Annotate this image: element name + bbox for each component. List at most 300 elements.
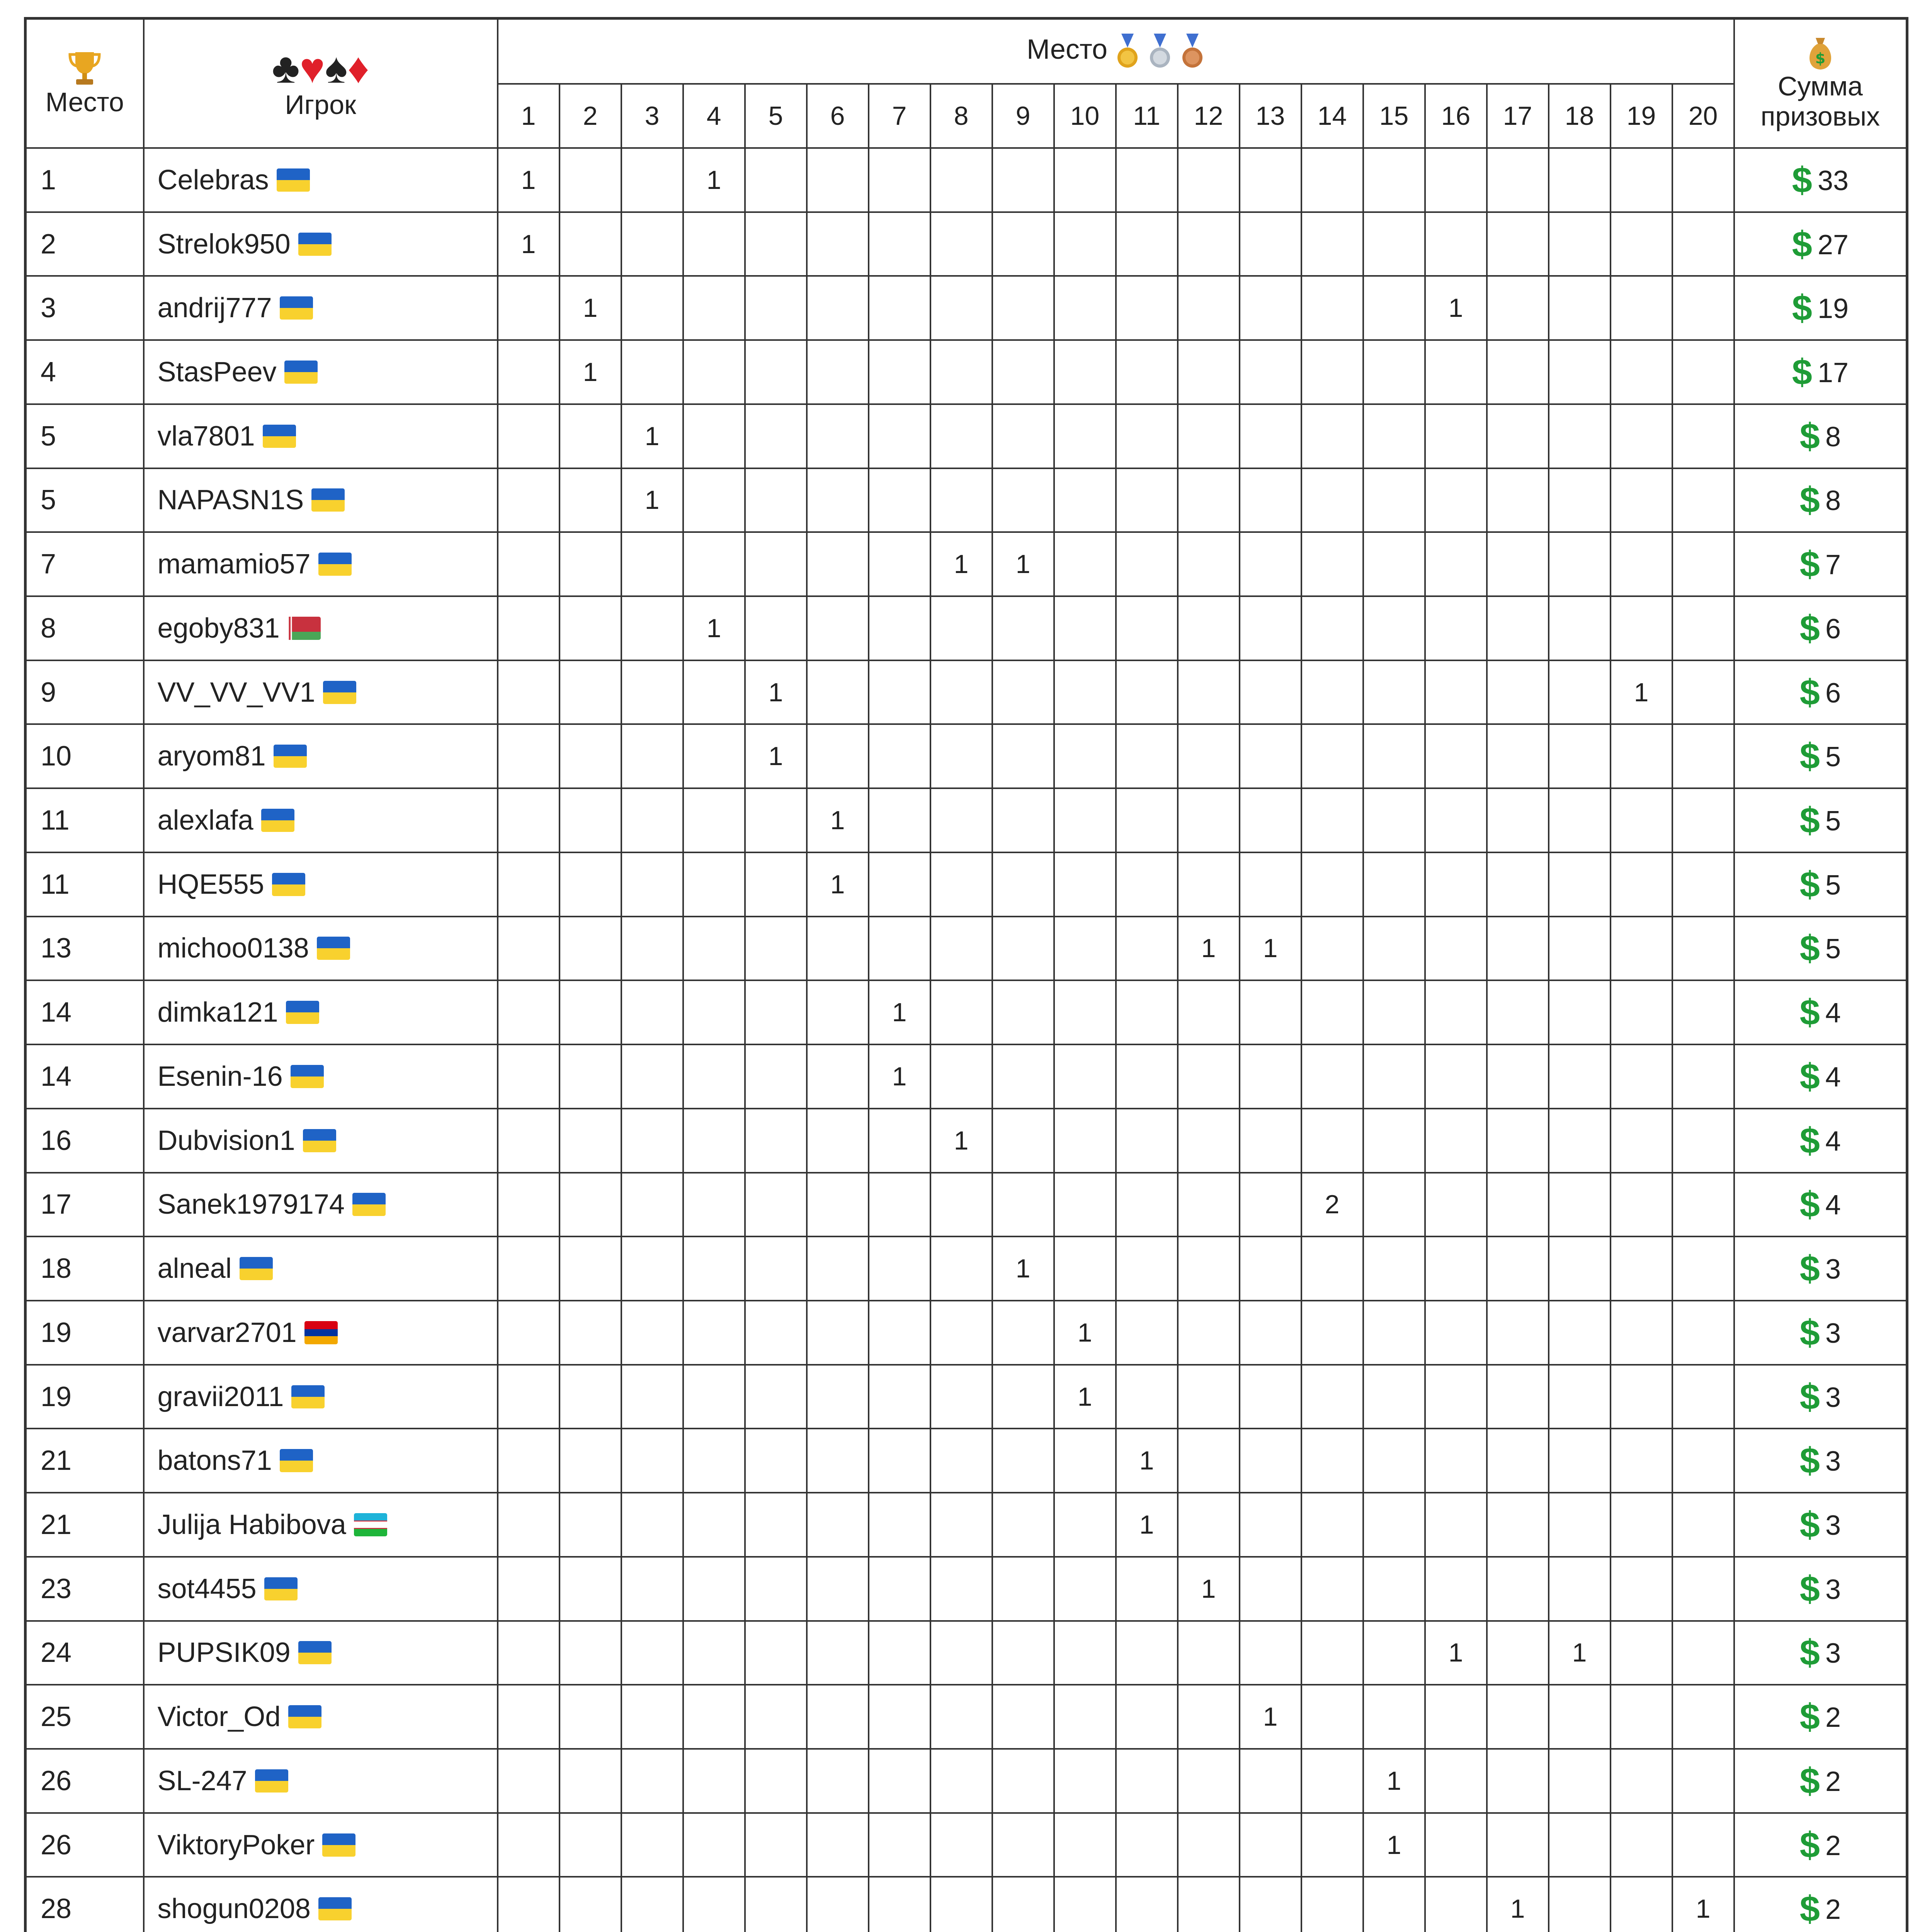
place-count-cell: [1611, 1365, 1672, 1429]
place-count-cell: [1301, 404, 1363, 468]
prize-amount: 8: [1825, 421, 1841, 452]
place-count-cell: [1178, 1685, 1240, 1749]
place-count-cell: [1611, 1301, 1672, 1365]
place-count-cell: [1425, 1173, 1487, 1237]
place-count-cell: [621, 852, 683, 917]
place-count-cell: [1425, 1749, 1487, 1813]
prize-amount: 2: [1825, 1702, 1841, 1733]
player-cell: [144, 1557, 498, 1621]
flag-ua-icon: [280, 1449, 313, 1472]
table-body: [26, 148, 1907, 1932]
place-count-cell: [930, 1429, 992, 1493]
table-row: [26, 1365, 1907, 1429]
place-count-cell: [621, 724, 683, 788]
place-count-cell: 1: [683, 596, 745, 660]
prize-amount: 6: [1825, 613, 1841, 645]
place-count-cell: [1178, 1236, 1240, 1301]
player-cell: [144, 660, 498, 724]
place-count-cell: [1054, 788, 1116, 852]
place-count-cell: [992, 212, 1054, 276]
place-count-cell: [1425, 340, 1487, 404]
place-count-cell: [1301, 980, 1363, 1044]
table-row: [26, 148, 1907, 212]
place-count-cell: [1363, 980, 1425, 1044]
dollar-icon: $: [1799, 1248, 1820, 1289]
place-count-cell: [869, 212, 930, 276]
place-count-cell: 1: [1363, 1813, 1425, 1877]
header-prize-label-line1: Сумма: [1777, 71, 1863, 101]
place-count-cell: [807, 1685, 869, 1749]
place-count-cell: [1549, 1493, 1611, 1557]
place-count-cell: [1240, 532, 1301, 596]
flag-uz-icon: [354, 1513, 387, 1536]
place-count-cell: [1178, 1044, 1240, 1109]
place-count-cell: [1425, 724, 1487, 788]
table-row: [26, 1044, 1907, 1109]
place-count-cell: [560, 532, 621, 596]
prize-cell: [1734, 917, 1907, 981]
place-count-cell: [1363, 1236, 1425, 1301]
place-count-cell: [683, 1365, 745, 1429]
place-count-cell: [621, 1429, 683, 1493]
dollar-icon: $: [1799, 1568, 1820, 1609]
place-count-cell: [621, 276, 683, 340]
place-count-cell: [807, 917, 869, 981]
rank-cell: 19: [26, 1365, 144, 1429]
place-count-cell: [1611, 1877, 1672, 1932]
prize-amount: 5: [1825, 742, 1841, 773]
rank-cell: 8: [26, 596, 144, 660]
place-count-cell: [1178, 404, 1240, 468]
place-count-cell: [745, 1236, 807, 1301]
place-count-cell: [560, 852, 621, 917]
dollar-icon: $: [1799, 1184, 1820, 1225]
place-count-cell: [683, 532, 745, 596]
place-count-cell: [1672, 724, 1734, 788]
place-count-cell: [1672, 212, 1734, 276]
flag-ua-icon: [323, 681, 356, 704]
place-count-cell: [1301, 1813, 1363, 1877]
rank-cell: 19: [26, 1301, 144, 1365]
place-count-cell: [1611, 917, 1672, 981]
player-cell: [144, 1173, 498, 1237]
place-count-cell: [1301, 1365, 1363, 1429]
place-count-cell: [621, 1301, 683, 1365]
place-count-cell: [1240, 980, 1301, 1044]
place-count-cell: [1116, 1685, 1178, 1749]
place-count-cell: [1363, 1685, 1425, 1749]
place-count-cell: [498, 340, 560, 404]
place-count-cell: [1363, 1044, 1425, 1109]
place-count-cell: [807, 1877, 869, 1932]
place-count-cell: [498, 852, 560, 917]
place-count-cell: [1054, 340, 1116, 404]
header-place-column-17: 17: [1487, 84, 1549, 148]
flag-ua-icon: [318, 553, 352, 576]
place-count-cell: [869, 788, 930, 852]
table-row: [26, 1877, 1907, 1932]
place-count-cell: [1178, 1621, 1240, 1685]
dollar-icon: $: [1799, 1504, 1820, 1545]
place-count-cell: [683, 1749, 745, 1813]
place-count-cell: [1672, 660, 1734, 724]
prize-cell: [1734, 212, 1907, 276]
prize-amount: 5: [1825, 869, 1841, 901]
rank-cell: 7: [26, 532, 144, 596]
prize-cell: [1734, 1044, 1907, 1109]
place-count-cell: [1672, 404, 1734, 468]
dollar-icon: $: [1799, 480, 1820, 520]
place-count-cell: [1363, 212, 1425, 276]
place-count-cell: [1301, 276, 1363, 340]
place-count-cell: [1672, 917, 1734, 981]
flag-ua-icon: [255, 1769, 288, 1793]
header-place-column-1: 1: [498, 84, 560, 148]
header-place-column-12: 12: [1178, 84, 1240, 148]
prize-amount: 19: [1817, 293, 1849, 325]
place-count-cell: [1054, 1749, 1116, 1813]
prize-amount: 2: [1825, 1830, 1841, 1861]
place-count-cell: [1178, 276, 1240, 340]
player-name: NAPASN1S: [157, 485, 304, 516]
place-count-cell: [1549, 596, 1611, 660]
place-count-cell: [683, 724, 745, 788]
place-count-cell: [1054, 212, 1116, 276]
place-count-cell: [1116, 340, 1178, 404]
header-places-group-label: Место: [1027, 34, 1108, 65]
place-count-cell: [1301, 532, 1363, 596]
header-place-column-3: 3: [621, 84, 683, 148]
place-count-cell: [498, 980, 560, 1044]
prize-amount: 3: [1825, 1638, 1841, 1669]
prize-cell: [1734, 340, 1907, 404]
place-count-cell: [621, 596, 683, 660]
place-count-cell: [1054, 980, 1116, 1044]
dollar-icon: $: [1799, 1120, 1820, 1161]
place-count-cell: [1178, 1429, 1240, 1493]
place-count-cell: [807, 1557, 869, 1621]
place-count-cell: [1611, 1813, 1672, 1877]
place-count-cell: [869, 917, 930, 981]
money-bag-icon: [1735, 36, 1906, 71]
player-cell: [144, 596, 498, 660]
place-count-cell: 1: [1425, 276, 1487, 340]
prize-amount: 27: [1817, 229, 1849, 260]
player-name: varvar2701: [157, 1317, 297, 1348]
place-count-cell: [930, 148, 992, 212]
prize-amount: 3: [1825, 1510, 1841, 1541]
place-count-cell: [1672, 1493, 1734, 1557]
dollar-icon: $: [1799, 1056, 1820, 1097]
place-count-cell: [1301, 340, 1363, 404]
rank-cell: 3: [26, 276, 144, 340]
prize-cell: [1734, 1493, 1907, 1557]
place-count-cell: [1178, 788, 1240, 852]
table-row: [26, 532, 1907, 596]
place-count-cell: [683, 276, 745, 340]
flag-ua-icon: [264, 1577, 298, 1600]
header-place-column-20: 20: [1672, 84, 1734, 148]
place-count-cell: [1672, 1813, 1734, 1877]
place-count-cell: [1611, 1749, 1672, 1813]
place-count-cell: [1549, 276, 1611, 340]
flag-am-icon: [304, 1321, 338, 1344]
dollar-icon: $: [1799, 1760, 1820, 1801]
place-count-cell: [621, 1236, 683, 1301]
place-count-cell: [498, 1301, 560, 1365]
place-count-cell: [1672, 1429, 1734, 1493]
place-count-cell: [683, 340, 745, 404]
prize-cell: [1734, 1877, 1907, 1932]
place-count-cell: [869, 276, 930, 340]
place-count-cell: [1549, 1044, 1611, 1109]
player-name: batons71: [157, 1445, 272, 1476]
table-row: [26, 917, 1907, 981]
place-count-cell: [1611, 340, 1672, 404]
prize-cell: [1734, 1236, 1907, 1301]
dollar-icon: $: [1799, 415, 1820, 456]
place-count-cell: [869, 1493, 930, 1557]
table-row: [26, 980, 1907, 1044]
place-count-cell: [621, 1557, 683, 1621]
place-count-cell: [1549, 340, 1611, 404]
table-row: [26, 660, 1907, 724]
place-count-cell: [683, 404, 745, 468]
place-count-cell: [869, 1557, 930, 1621]
place-count-cell: [1240, 1749, 1301, 1813]
place-count-cell: [1487, 468, 1549, 532]
place-count-cell: [683, 980, 745, 1044]
place-count-cell: [1611, 596, 1672, 660]
place-count-cell: [745, 1301, 807, 1365]
place-count-cell: [1054, 1557, 1116, 1621]
place-count-cell: [1549, 724, 1611, 788]
place-count-cell: [1240, 1493, 1301, 1557]
place-count-cell: 1: [498, 148, 560, 212]
dollar-icon: $: [1799, 672, 1820, 713]
place-count-cell: [1425, 852, 1487, 917]
place-count-cell: [1116, 1877, 1178, 1932]
place-count-cell: [1611, 468, 1672, 532]
place-count-cell: [1116, 468, 1178, 532]
prize-amount: 2: [1825, 1766, 1841, 1797]
place-count-cell: [1178, 468, 1240, 532]
place-count-cell: [930, 1365, 992, 1429]
place-count-cell: [1178, 1749, 1240, 1813]
place-count-cell: 1: [621, 468, 683, 532]
flag-ua-icon: [277, 168, 310, 192]
place-count-cell: [930, 1044, 992, 1109]
place-count-cell: [1116, 724, 1178, 788]
player-cell: [144, 1301, 498, 1365]
place-count-cell: [1363, 404, 1425, 468]
table-row: [26, 1236, 1907, 1301]
table-row: [26, 724, 1907, 788]
place-count-cell: 1: [930, 1109, 992, 1173]
place-count-cell: [992, 596, 1054, 660]
player-cell: [144, 1877, 498, 1932]
place-count-cell: 1: [745, 660, 807, 724]
player-cell: [144, 148, 498, 212]
place-count-cell: [683, 852, 745, 917]
place-count-cell: [1054, 1173, 1116, 1237]
table-row: [26, 852, 1907, 917]
prize-cell: [1734, 1621, 1907, 1685]
table-row: [26, 1749, 1907, 1813]
place-count-cell: [1054, 1429, 1116, 1493]
place-count-cell: [1487, 340, 1549, 404]
flag-ua-icon: [284, 361, 318, 384]
place-count-cell: [1240, 852, 1301, 917]
place-count-cell: [1301, 1749, 1363, 1813]
place-count-cell: [745, 1813, 807, 1877]
player-name: Esenin-16: [157, 1061, 283, 1092]
place-count-cell: [1301, 1301, 1363, 1365]
dollar-icon: $: [1799, 1312, 1820, 1353]
place-count-cell: [1301, 1429, 1363, 1493]
prize-cell: [1734, 276, 1907, 340]
place-count-cell: [1240, 276, 1301, 340]
place-count-cell: 1: [745, 724, 807, 788]
place-count-cell: [683, 1109, 745, 1173]
place-count-cell: [930, 1236, 992, 1301]
prize-amount: 3: [1825, 1574, 1841, 1605]
prize-cell: [1734, 596, 1907, 660]
player-cell: [144, 852, 498, 917]
prize-amount: 4: [1825, 1061, 1841, 1093]
prize-amount: 4: [1825, 1190, 1841, 1221]
flag-ua-icon: [311, 488, 345, 512]
place-count-cell: [683, 1301, 745, 1365]
place-count-cell: [930, 917, 992, 981]
place-count-cell: [1549, 1685, 1611, 1749]
diamond-icon: ♦: [347, 44, 369, 92]
place-count-cell: [1240, 1301, 1301, 1365]
place-count-cell: [992, 1877, 1054, 1932]
place-count-cell: [1054, 1621, 1116, 1685]
place-count-cell: [1240, 1365, 1301, 1429]
place-count-cell: [683, 1044, 745, 1109]
place-count-cell: [992, 1685, 1054, 1749]
place-count-cell: [1178, 724, 1240, 788]
header-place-column-4: 4: [683, 84, 745, 148]
place-count-cell: [807, 724, 869, 788]
place-count-cell: [1054, 468, 1116, 532]
place-count-cell: [560, 1365, 621, 1429]
place-count-cell: [807, 148, 869, 212]
table-row: [26, 596, 1907, 660]
prize-amount: 5: [1825, 934, 1841, 965]
place-count-cell: [992, 1493, 1054, 1557]
prize-cell: [1734, 660, 1907, 724]
place-count-cell: [807, 1621, 869, 1685]
place-count-cell: [498, 1044, 560, 1109]
prize-amount: 5: [1825, 806, 1841, 837]
rank-cell: 25: [26, 1685, 144, 1749]
place-count-cell: [1425, 1813, 1487, 1877]
header-place-column-6: 6: [807, 84, 869, 148]
place-count-cell: [1240, 660, 1301, 724]
place-count-cell: [745, 1493, 807, 1557]
place-count-cell: 1: [621, 404, 683, 468]
place-count-cell: [992, 660, 1054, 724]
place-count-cell: [683, 1813, 745, 1877]
place-count-cell: [621, 1493, 683, 1557]
place-count-cell: [1363, 1365, 1425, 1429]
prize-cell: [1734, 1301, 1907, 1365]
table-row: [26, 1493, 1907, 1557]
place-count-cell: 1: [1672, 1877, 1734, 1932]
rank-cell: 14: [26, 980, 144, 1044]
place-count-cell: [1240, 1173, 1301, 1237]
place-count-cell: [1301, 852, 1363, 917]
flag-by-icon: [287, 617, 321, 640]
place-count-cell: [560, 404, 621, 468]
bronze-medal-icon: [1180, 34, 1205, 65]
place-count-cell: [807, 1301, 869, 1365]
place-count-cell: [807, 212, 869, 276]
place-count-cell: [560, 1621, 621, 1685]
place-count-cell: [1487, 1236, 1549, 1301]
place-count-cell: [930, 660, 992, 724]
place-count-cell: [621, 1109, 683, 1173]
place-count-cell: [992, 1749, 1054, 1813]
prize-amount: 2: [1825, 1894, 1841, 1925]
place-count-cell: [807, 1044, 869, 1109]
place-count-cell: [930, 1813, 992, 1877]
dollar-icon: $: [1799, 800, 1820, 841]
place-count-cell: [1425, 1044, 1487, 1109]
player-name: egoby831: [157, 612, 280, 644]
place-count-cell: [1487, 1044, 1549, 1109]
place-count-cell: [1549, 1109, 1611, 1173]
place-count-cell: [1116, 1621, 1178, 1685]
place-count-cell: [1672, 532, 1734, 596]
place-count-cell: [1425, 468, 1487, 532]
place-count-cell: [1240, 148, 1301, 212]
prize-cell: [1734, 468, 1907, 532]
place-count-cell: [930, 340, 992, 404]
place-count-cell: [745, 1557, 807, 1621]
place-count-cell: [560, 1813, 621, 1877]
place-count-cell: [1487, 724, 1549, 788]
place-count-cell: 1: [1240, 1685, 1301, 1749]
place-count-cell: [1611, 788, 1672, 852]
place-count-cell: [621, 532, 683, 596]
place-count-cell: [560, 917, 621, 981]
place-count-cell: [1178, 596, 1240, 660]
place-count-cell: [869, 1749, 930, 1813]
rank-cell: 16: [26, 1109, 144, 1173]
place-count-cell: [1054, 1813, 1116, 1877]
header-player: [144, 19, 498, 148]
place-count-cell: [869, 1685, 930, 1749]
player-name: Celebras: [157, 164, 269, 196]
place-count-cell: [869, 1429, 930, 1493]
place-count-cell: [992, 1621, 1054, 1685]
place-count-cell: [498, 660, 560, 724]
place-count-cell: [1301, 917, 1363, 981]
place-count-cell: [992, 404, 1054, 468]
place-count-cell: 1: [498, 212, 560, 276]
rank-cell: 24: [26, 1621, 144, 1685]
table-row: [26, 276, 1907, 340]
place-count-cell: [498, 788, 560, 852]
place-count-cell: [1549, 1877, 1611, 1932]
place-count-cell: [1178, 1877, 1240, 1932]
place-count-cell: [1549, 1813, 1611, 1877]
player-cell: [144, 917, 498, 981]
